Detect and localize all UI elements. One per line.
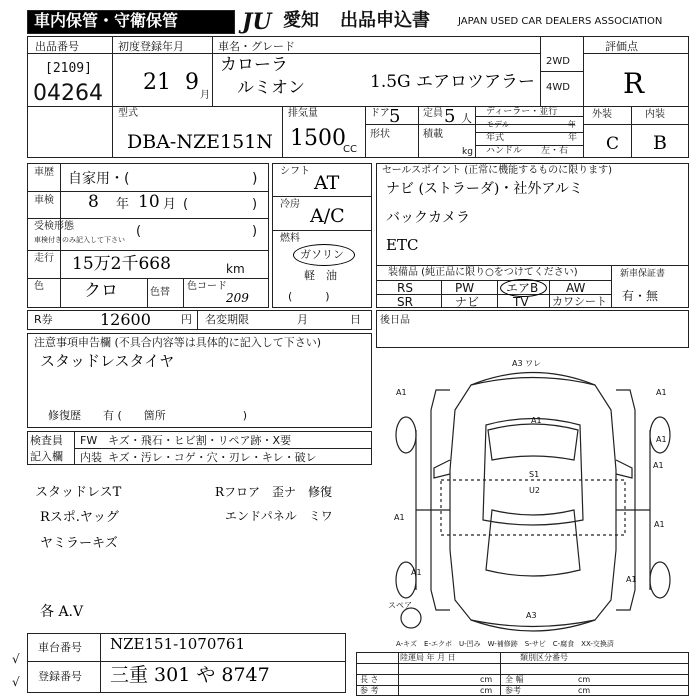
- fuel-label: 燃料: [280, 233, 300, 244]
- selling-point-3: ETC: [386, 236, 419, 254]
- inspector-note-2: Rスポ.ヤッグ: [40, 510, 119, 525]
- displacement-value: 1500: [290, 126, 346, 151]
- inspector-note-1: スタッドレスT: [35, 485, 122, 500]
- diagram-mark-a1: A1: [653, 461, 664, 470]
- inspector-fw: FW: [80, 434, 98, 447]
- car-grade: 1.5G エアロツアラー: [370, 72, 536, 92]
- form-title: 出品申込書: [340, 10, 430, 31]
- diagram-spare-label: スペア: [388, 601, 412, 610]
- capacity-unit: 人: [461, 112, 472, 125]
- selling-point-1: ナビ (ストラーダ)・社外アルミ: [386, 181, 583, 197]
- mileage-value: 15万2千668: [72, 254, 171, 274]
- equip-power-seat: カワシート: [552, 295, 607, 308]
- notes-label: 注意事項申告欄 (不具合内容等は具体的に記入して下さい): [34, 336, 322, 349]
- history-label: 車歴: [34, 167, 54, 178]
- recycle-label: R券: [34, 313, 53, 326]
- checkmark-2: √: [12, 675, 20, 689]
- bottom-row-1: 陸運局 年 月 日: [400, 653, 456, 662]
- ju-logo: JU: [242, 9, 272, 35]
- bottom-row-4-unit-2: cm: [578, 686, 591, 695]
- inspector-note-3: ヤミラーキズ: [40, 536, 118, 551]
- model-code: DBA-NZE151N: [127, 131, 273, 153]
- inspection-label: 車検: [34, 195, 54, 206]
- mileage-unit: km: [226, 262, 245, 276]
- capacity-value: 5: [444, 106, 456, 127]
- lot-number: 04264: [33, 81, 103, 106]
- inspection-year: 8: [88, 192, 99, 212]
- first-registration-month-unit: 月: [200, 90, 210, 101]
- dealer-year-label: 年式: [486, 133, 505, 143]
- recycle-value: 12600: [100, 310, 151, 329]
- dealer-year-unit: 年: [568, 133, 578, 143]
- selling-points-label: セールスポイント (正常に機能するものに限ります): [382, 165, 613, 176]
- bottom-row-4-label: 参 考: [360, 686, 379, 695]
- load-label: 積載: [423, 129, 443, 140]
- doors-value: 5: [389, 106, 401, 127]
- bottom-row-2-label: 類別区分番号: [520, 653, 568, 662]
- diagram-mark-a1: A1: [654, 520, 665, 529]
- diagram-mark-u2: U2: [529, 486, 540, 495]
- recycle-unit: 円: [181, 313, 192, 326]
- color-label: 色: [34, 281, 44, 292]
- equip-airbag: エアB: [506, 281, 539, 295]
- name-change-month: 月: [297, 313, 308, 326]
- car-name-label: 車名・グレード: [218, 40, 295, 53]
- equip-tv: TV: [513, 295, 529, 309]
- diagram-mark-a1: A1: [656, 435, 667, 444]
- history-value: 自家用・(: [68, 171, 130, 187]
- rating-value: R: [623, 67, 645, 100]
- color-code: 209: [226, 291, 249, 305]
- diagram-mark-a1: A1: [396, 388, 407, 397]
- lot-sub-number: [2109]: [45, 61, 92, 76]
- warranty-options: 有・無: [622, 289, 659, 303]
- drive-4wd: 4WD: [546, 82, 570, 93]
- exterior-label: 外装: [592, 109, 612, 120]
- equip-aw: AW: [566, 281, 586, 295]
- accepted-form-open: (: [136, 224, 142, 239]
- first-registration-year: 21: [143, 70, 171, 95]
- dealer-model-label: モデル: [486, 120, 510, 129]
- ac-label: 冷房: [280, 199, 300, 210]
- dealer-model-unit: 年: [568, 120, 576, 129]
- color-code-label: 色コード: [187, 281, 227, 292]
- inspection-month: 10: [138, 192, 160, 212]
- first-registration-label: 初度登録年月: [118, 40, 184, 53]
- ac-value: A/C: [310, 205, 345, 227]
- selling-point-2: バックカメラ: [386, 210, 470, 226]
- handle-options: 左・右: [541, 146, 569, 156]
- diagram-mark-a1: A1: [394, 513, 405, 522]
- storage-label: 車内保管・守衛保管: [34, 11, 179, 30]
- color-value: クロ: [84, 281, 118, 301]
- inspector-note-5: Rフロア 歪ナ 修復: [215, 485, 333, 499]
- fuel-other: ( ): [288, 290, 330, 303]
- registration-label: 登録番号: [38, 670, 82, 683]
- car-model-name: ルミオン: [237, 78, 305, 98]
- notes-line-1: スタッドレスタイヤ: [40, 352, 175, 370]
- diagram-legend: A-キズ E-エクボ U-凹み W-補修跡 S-サビ C-腐食 XX-交換済: [396, 640, 614, 648]
- fuel-diesel: 軽 油: [304, 269, 337, 282]
- diagram-mark-a1: A1: [531, 416, 542, 425]
- bottom-row-3-label: 長 さ: [360, 675, 379, 684]
- bottom-row-4-unit-1: cm: [480, 686, 493, 695]
- equip-pw: PW: [455, 281, 475, 295]
- handle-label: ハンドル: [486, 146, 523, 156]
- equip-navi: ナビ: [455, 295, 480, 309]
- accepted-form-label: 受検形態: [34, 221, 74, 232]
- color-change-label: 色替: [150, 287, 170, 298]
- lot-number-label: 出品番号: [35, 40, 79, 53]
- history-close: ): [252, 171, 258, 187]
- equip-sr: SR: [397, 295, 413, 309]
- interior-label: 内装: [645, 109, 665, 120]
- inspector-interior-items: キズ・汚レ・コゲ・穴・刃レ・キレ・破レ: [108, 451, 317, 464]
- accepted-form-sublabel: 車検付きのみ記入して下さい: [34, 236, 125, 244]
- interior-value: B: [653, 132, 667, 154]
- shift-value: AT: [314, 172, 340, 194]
- exterior-value: C: [606, 134, 620, 154]
- equip-rs: RS: [397, 281, 413, 295]
- chassis-value: NZE151-1070761: [110, 635, 245, 653]
- bottom-row-3-unit-1: cm: [480, 675, 493, 684]
- mileage-label: 走行: [34, 253, 54, 264]
- first-registration-month: 9: [185, 70, 199, 95]
- shift-label: シフト: [280, 166, 310, 177]
- doors-label: ドア: [370, 108, 390, 119]
- car-damage-diagram: [376, 350, 689, 640]
- repair-history: 修復歴 有 ( 箇所 ): [48, 409, 248, 422]
- displacement-unit: CC: [343, 144, 357, 155]
- warranty-label: 新車保証書: [620, 269, 666, 279]
- inspector-fw-items: キズ・飛石・ヒビ割・リペア跡・X要: [108, 434, 292, 447]
- diagram-mark-a1: A1: [626, 575, 637, 584]
- equipment-label: 装備品 (純正品に限り○をつけてください): [388, 267, 578, 278]
- registration-value: 三重 301 や 8747: [110, 664, 270, 686]
- bottom-row-3-unit-2: cm: [578, 675, 591, 684]
- inspector-label-1: 検査員: [30, 434, 63, 447]
- capacity-label: 定員: [423, 108, 443, 119]
- logo-region: 愛知: [283, 10, 319, 31]
- rating-label: 評価点: [605, 40, 638, 53]
- drive-2wd: 2WD: [546, 56, 570, 67]
- displacement-label: 排気量: [288, 108, 318, 119]
- bottom-row-4-label-2: 参考: [505, 686, 521, 695]
- name-change-day: 日: [350, 313, 361, 326]
- checkmark-1: √: [12, 652, 20, 666]
- name-change-label: 名変期限: [205, 313, 249, 326]
- inspection-month-unit: 月: [163, 197, 177, 212]
- inspection-day: (: [183, 197, 189, 212]
- inspector-note-6: エンドパネル ミワ: [225, 509, 333, 523]
- inspector-label-2: 記入欄: [30, 450, 63, 463]
- bottom-row-3-label-2: 全 幅: [505, 675, 524, 684]
- diagram-mark-a1: A1: [411, 568, 422, 577]
- diagram-mark-s1: S1: [529, 470, 540, 479]
- dealer-label: ディーラー・並行: [486, 107, 558, 117]
- inspection-year-unit: 年: [116, 197, 130, 212]
- model-code-label: 型式: [118, 108, 138, 119]
- diagram-mark-a1: A1: [656, 388, 667, 397]
- inspector-interior: 内装: [80, 451, 102, 464]
- load-unit: kg: [462, 147, 473, 157]
- car-name: カローラ: [220, 55, 288, 75]
- association-name: JAPAN USED CAR DEALERS ASSOCIATION: [458, 16, 663, 27]
- accepted-form-close: ): [252, 224, 258, 239]
- diagram-mark-rear: A3: [526, 611, 537, 620]
- chassis-label: 車台番号: [38, 641, 82, 654]
- shape-label: 形状: [370, 129, 390, 140]
- inspection-close: ): [252, 197, 258, 212]
- fuel-gasoline: ガソリン: [300, 248, 344, 261]
- diagram-mark-windshield: A3 ワレ: [512, 359, 542, 368]
- inspector-note-4: 各 A.V: [40, 604, 84, 620]
- post-day-label: 後日品: [380, 315, 410, 326]
